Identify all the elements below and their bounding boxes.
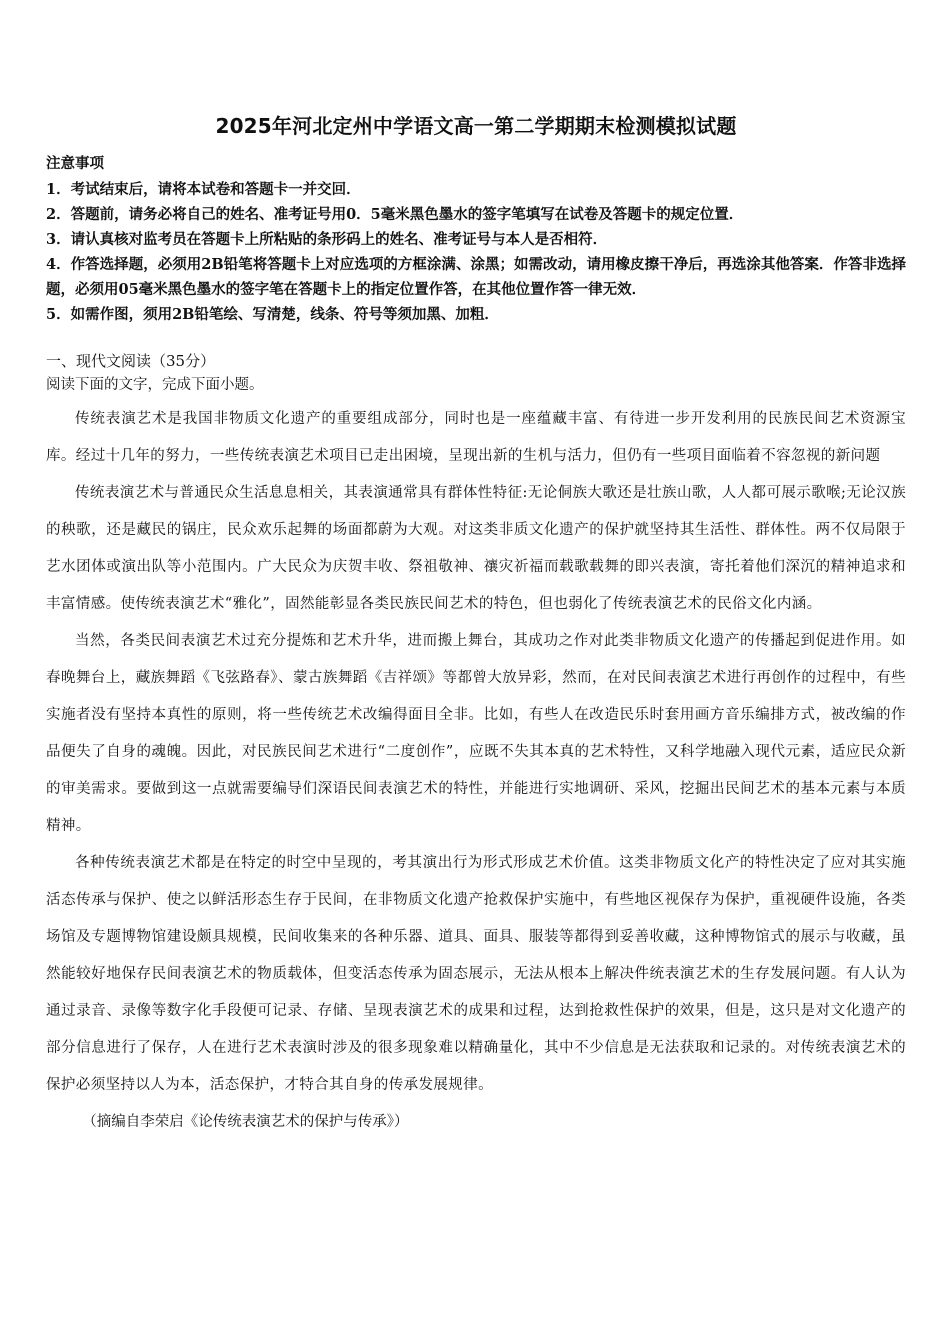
section-instruction: 阅读下面的文字，完成下面小题。 [46, 377, 264, 393]
passage-paragraph: 各种传统表演艺术都是在特定的时空中呈现的，考其演出行为形式形成艺术价值。这类非物质文化产的特性决定了应对其实施活态传承与保护、使之以鲜活形态生存于民间，在非物质文化遗产抢救保护实施中，有些地区视保存为保护，重视硬件设施，各类场馆及专题博物馆建设颇具规模，民间收集来的各种乐器、道具、面具、服装等都得到妥善收藏，这种博物馆式的展示与收藏，虽然能较好地保存民间表演艺术的物质载体，但变活态传承为固态展示，无法从根本上解决件统表演艺术的生存发展问题。有人认为通过录音、录像等数字化手段便可记录、存储、呈现表演艺术的成果和过程，达到抢救性保护的效果，但是，这只是对文化遗产的部分信息进行了保存，人在进行艺术表演时涉及的很多现象难以精确量化，其中不少信息是无法获取和记录的。对传统表演艺术的保护必须坚持以人为本，活态保护，才特合其自身的传承发展规律。 [46, 855, 906, 1093]
notice-item: 3．请认真核对监考员在答题卡上所粘贴的条形码上的姓名、准考证号与本人是否相符． [46, 231, 608, 248]
passage-paragraph: 传统表演艺术与普通民众生活息息相关，其表演通常具有群体性特征:无论侗族大歌还是壮族山歌，人人都可展示歌喉;无论汉族的秧歌，还是藏民的锅庄，民众欢乐起舞的场面都蔚为大观。对这类非质文化遗产的保护就坚持其生活性、群体性。两不仅局限于艺水团体或演出队等小范围内。广大民众为庆贺丰收、祭祖敬神、禳灾祈福而载歌载舞的即兴表演，寄托着他们深沉的精神追求和丰富情感。使传统表演艺术“雅化”，固然能彰显各类民族民间艺术的特色，但也弱化了传统表演艺术的民俗文化内涵。 [46, 485, 906, 612]
passage-paragraph: 当然，各类民间表演艺术过充分提炼和艺术升华，进而搬上舞台，其成功之作对此类非物质文化遗产的传播起到促进作用。如春晚舞台上，藏族舞蹈《飞弦路春》、蒙古族舞蹈《吉祥颂》等都曾大放异彩，然而，在对民间表演艺术进行再创作的过程中，有些实施者没有坚持本真性的原则，将一些传统艺术改编得面目全非。比如，有些人在改造民乐时套用画方音乐编排方式，被改编的作品便失了自身的魂魄。因此，对民族民间艺术进行“二度创作”，应既不失其本真的艺术特性，又科学地融入现代元素，适应民众新的审美需求。要做到这一点就需要编导们深语民间表演艺术的特性，并能进行实地调研、采风，挖掘出民间艺术的基本元素与本质精神。 [46, 633, 906, 834]
notice-item: 4．作答选择题，必须用2B铅笔将答题卡上对应选项的方框涂满、涂黑；如需改动，请用橡皮擦干净后，再选涂其他答案．作答非选择题，必须用05毫米黑色墨水的签字笔在答题卡上的指定位置作答，在其他位置作答一律无效． [46, 256, 906, 298]
passage-source: （摘编自李荣启《论传统表演艺术的保护与传承》） [82, 1114, 409, 1130]
page-title: 2025年河北定州中学语文高一第二学期期末检测模拟试题 [215, 114, 737, 138]
notice-list [46, 177, 906, 327]
notice-item: 1．考试结束后，请将本试卷和答题卡一并交回． [46, 181, 361, 198]
passage-paragraph: 传统表演艺术是我国非物质文化遗产的重要组成部分，同时也是一座蕴藏丰富、有待进一步开发利用的民族民间艺术资源宝库。经过十几年的努力，一些传统表演艺术项目已走出困境，呈现出新的生机与活力，但仍有一些项目面临着不容忽视的新问题 [46, 411, 906, 464]
notice-item: 2．答题前，请务必将自己的姓名、准考证号用0．5毫米黑色墨水的签字笔填写在试卷及答题卡的规定位置． [46, 206, 744, 223]
notice-item: 5．如需作图，须用2B铅笔绘、写清楚，线条、符号等须加黑、加粗． [46, 306, 499, 323]
notice-heading: 注意事项 [46, 156, 104, 172]
section-heading: 一、现代文阅读（35分） [46, 352, 216, 370]
exam-page [46, 112, 906, 1141]
reading-section [46, 349, 906, 1141]
notice-block [46, 152, 906, 327]
